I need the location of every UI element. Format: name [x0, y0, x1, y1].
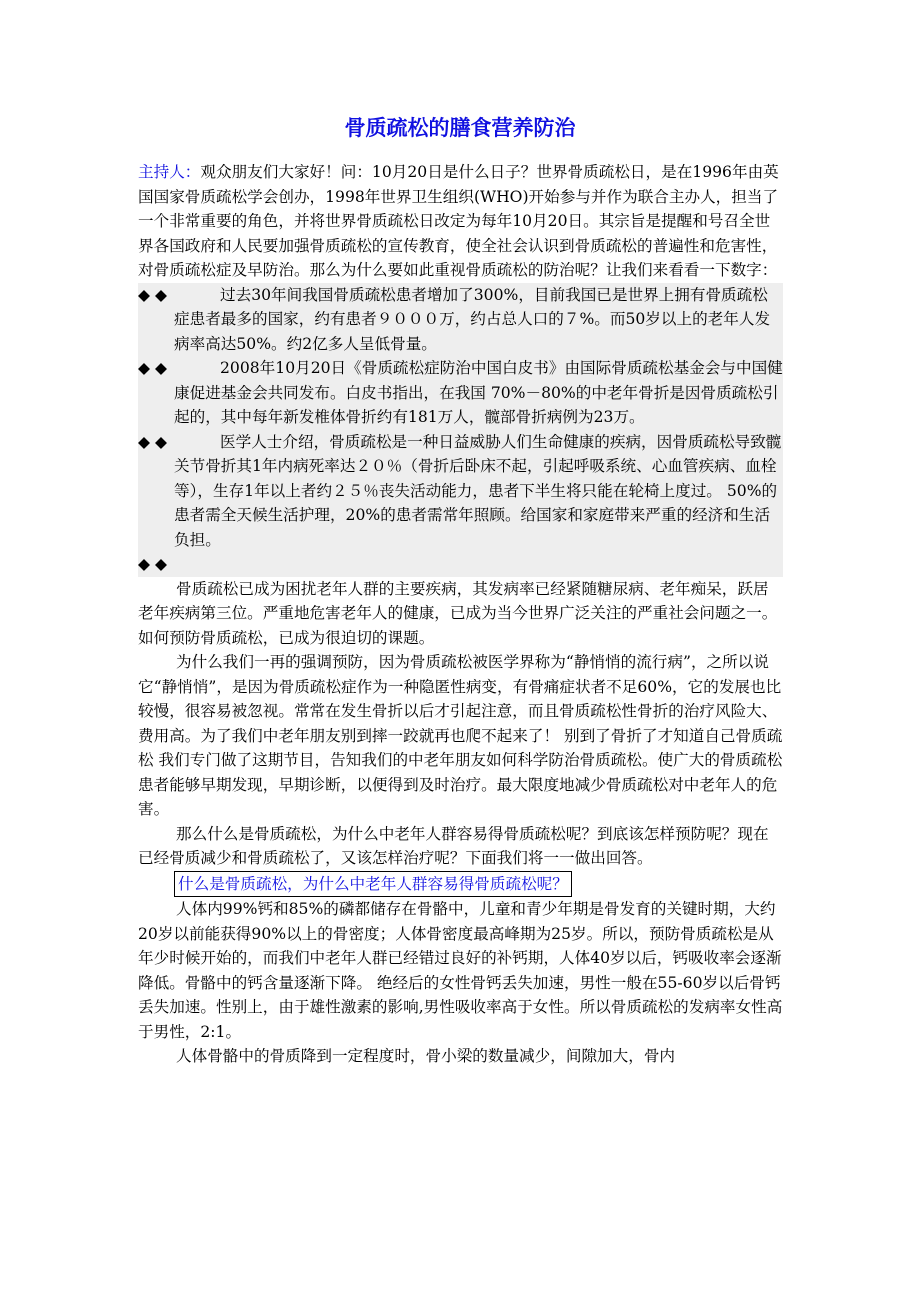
bullet-item: ◆ ◆ 2008年10月20日《骨质疏松症防治中国白皮书》由国际骨质疏松基金会与中国健康促进基金会共同发布。白皮书指出，在我国 70%－80%的中老年骨折是因骨质疏松引起的，其中每年新发椎体骨折约有181万人，髋部骨折病例为23万。 — [138, 356, 783, 430]
diamond-bullet-icon: ◆ ◆ — [138, 432, 167, 451]
intro-text: 观众朋友们大家好！问：10月20日是什么日子？世界骨质疏松日，是在1996年由英国国家骨质疏松学会创办，1998年世界卫生组织(WHO)开始参与并作为联合主办人，担当了一个非常重要的角色，并将世界骨质疏松日改定为每年10月20日。其宗旨是提醒和号召全世界各国政府和人民要加强骨质疏松的宣传教育，使全社会认识到骨质疏松的普遍性和危害性，对骨质疏松症及早防治。那么为什么要如此重视骨质疏松的防治呢？让我们来看看一下数字： — [138, 163, 779, 279]
document-body — [138, 160, 783, 1069]
body-paragraph: 人体内99%钙和85%的磷都储存在骨骼中，儿童和青少年期是骨发育的关键时期，大约20岁以前能获得90%以上的骨密度；人体骨密度最高峰期为25岁。所以，预防骨质疏松是从年少时候开始的，而我们中老年人群已经错过良好的补钙期，人体40岁以后，钙吸收率会逐渐降低。骨骼中的钙含量逐渐下降。 绝经后的女性骨钙丢失加速，男性一般在55-60岁以后骨钙丢失加速。性别上，由于雄性激素的影响,男性吸收率高于女性。所以骨质疏松的发病率女性高于男性，2:1。 — [138, 900, 783, 1041]
question-line — [138, 871, 783, 898]
host-label: 主持人： — [138, 163, 201, 181]
body-paragraph: 骨质疏松已成为困扰老年人群的主要疾病，其发病率已经紧随糖尿病、老年痴呆，跃居老年疾病第三位。严重地危害老年人的健康，已成为当今世界广泛关注的严重社会问题之一。如何预防骨质疏松，已成为很迫切的课题。 — [138, 579, 778, 647]
diamond-bullet-icon: ◆ ◆ — [138, 359, 167, 377]
bullet-item: ◆ ◆ 医学人士介绍，骨质疏松是一种日益威胁人们生命健康的疾病，因骨质疏松导致髋关节骨折其1年内病死率达２０％（骨折后卧床不起，引起呼吸系统、心血管疾病、血栓等），生存1年以上者约２５％丧失活动能力，患者下半生将只能在轮椅上度过。 50%的患者需全天候生活护理，20%的患者需常年照顾。给国家和家庭带来严重的经济和生活负担。 — [138, 430, 783, 553]
bullet-item — [138, 552, 783, 577]
diamond-bullet-icon: ◆ ◆ — [138, 555, 167, 573]
diamond-bullet-icon: ◆ ◆ — [138, 285, 167, 304]
document-title: 骨质疏松的膳食营养防治 — [344, 116, 576, 140]
question-box: 什么是骨质疏松，为什么中老年人群容易得骨质疏松呢？ — [174, 871, 572, 898]
body-paragraph: 那么什么是骨质疏松，为什么中老年人群容易得骨质疏松呢？到底该怎样预防呢？现在已经骨质减少和骨质疏松了，又该怎样治疗呢？下面我们将一一做出回答。 — [138, 824, 769, 867]
body-paragraph: 人体骨骼中的骨质降到一定程度时，骨小梁的数量减少，间隙加大，骨内 — [176, 1047, 676, 1065]
body-paragraph: 为什么我们一再的强调预防，因为骨质疏松被医学界称为“静悄悄的流行病”，之所以说它“静悄悄”，是因为骨质疏松症作为一种隐匿性病变，有骨痛症状者不足60%，它的发展也比较慢，很容易被忽视。常常在发生骨折以后才引起注意，而且骨质疏松性骨折的治疗风险大、费用高。为了我们中老年朋友别到摔一跤就再也爬不起来了！ 别到了骨折了才知道自己骨质疏松 我们专门做了这期节目，告知我们的中老年朋友如何科学防治骨质疏松。使广大的骨质疏松患者能够早期发现，早期诊断，以便得到及时治疗。最大限度地减少骨质疏松对中老年人的危害。 — [138, 653, 783, 818]
intro-paragraph — [138, 160, 783, 283]
bullet-item: ◆ ◆ 过去30年间我国骨质疏松患者增加了300%，目前我国已是世界上拥有骨质疏松症患者最多的国家，约有患者９０００万，约占总人口的７%。而50岁以上的老年人发病率高达50%。约2亿多人呈低骨量。 — [138, 283, 783, 357]
